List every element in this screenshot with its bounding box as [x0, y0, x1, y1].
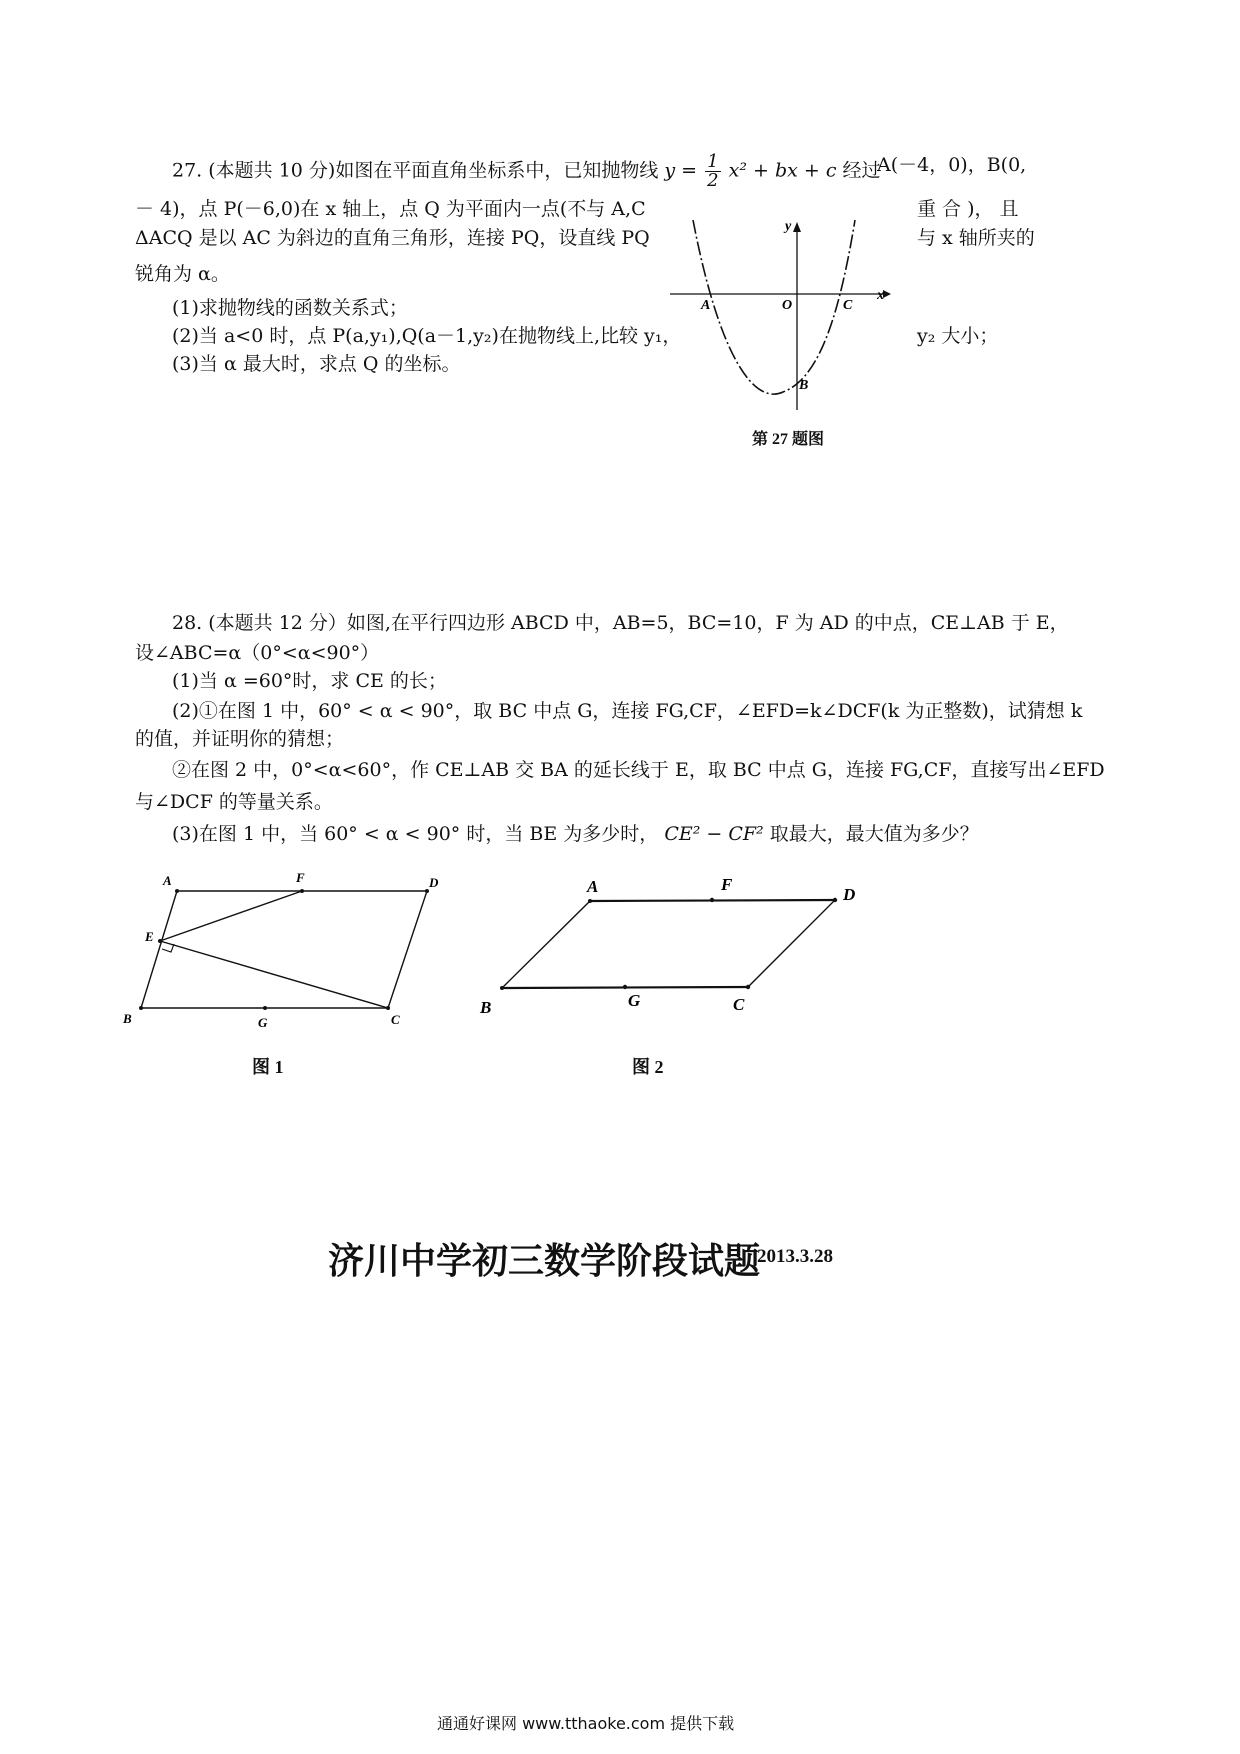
q27-formula-rest: x² + bx + c [728, 159, 837, 182]
q28-sub2a: (2)①在图 1 中，60° < α < 90°，取 BC 中点 G，连接 FG,CF，∠EFD=k∠DCF(k 为正整数)，试猜想 k [172, 700, 1083, 722]
fig2-point-a [588, 899, 592, 903]
graph-label-c: C [843, 298, 853, 313]
title-date: 2013.3.28 [757, 1246, 833, 1267]
fig1-parallelogram [141, 891, 427, 1008]
fig2-parallelogram [502, 900, 835, 988]
page-title: 济川中学初三数学阶段试题 [328, 1241, 761, 1282]
q28-sub1: (1)当 α =60°时，求 CE 的长； [172, 670, 447, 692]
q27-sub2-left: (2)当 a<0 时，点 P(a,y₁),Q(a－1,y₂)在抛物线上,比较 y₁， [172, 325, 682, 347]
fig1-point-f [300, 889, 304, 893]
q28-line2: 设∠ABC=α（0°<α<90°） [135, 642, 380, 664]
q28-figure-1 [115, 865, 455, 1035]
fig2-point-g [623, 985, 627, 989]
fig1-label-f: F [296, 870, 305, 885]
x-axis-arrow-icon [883, 290, 891, 298]
fig1-label-a: A [163, 873, 172, 888]
q27-line3-right: 与 x 轴所夹的 [917, 227, 1035, 249]
fig1-label-g: G [258, 1015, 268, 1030]
fig2-label-g: G [628, 991, 641, 1010]
q27-formula-denominator: 2 [707, 170, 719, 191]
q27-line2-right: 重 合 )， 且 [917, 198, 1019, 220]
q27-sub1: (1)求抛物线的函数关系式； [172, 297, 408, 319]
q27-line4: 锐角为 α。 [135, 263, 230, 285]
q28-sub2d: 与∠DCF 的等量关系。 [135, 791, 333, 813]
q28-sub3-right: 取最大，最大值为多少？ [769, 823, 979, 845]
y-axis-arrow-icon [793, 222, 801, 232]
fig1-label-c: C [391, 1012, 400, 1027]
q27-after-formula: 经过 [842, 159, 881, 182]
fig2-point-f [710, 898, 714, 902]
q28-sub3-left: (3)在图 1 中，当 60° < α < 90° 时，当 BE 为多少时， [172, 823, 659, 845]
q28-figure-2 [470, 870, 870, 1030]
fig2-point-d [833, 898, 837, 902]
fig1-label-b: B [123, 1011, 132, 1026]
fig2-caption: 图 2 [632, 1057, 664, 1077]
page-footer: 通通好课网 www.tthaoke.com 提供下载 [437, 1714, 735, 1733]
graph-label-x: x [877, 288, 884, 303]
fig2-label-b: B [480, 998, 492, 1017]
graph-label-a: A [701, 298, 711, 313]
q27-parabola-graph [665, 210, 905, 420]
parabola-curve [693, 220, 855, 394]
fig1-label-d: D [429, 875, 439, 890]
fig1-point-b [139, 1006, 143, 1010]
q28-line1: 28. (本题共 12 分）如图,在平行四边形 ABCD 中，AB=5，BC=10，F 为 AD 的中点，CE⊥AB 于 E， [172, 612, 1069, 634]
q27-formula-fraction [705, 153, 720, 190]
fig1-point-g [263, 1006, 267, 1010]
graph-label-b: B [799, 378, 809, 393]
fig1-caption: 图 1 [252, 1057, 284, 1077]
q27-sub3: (3)当 α 最大时，求点 Q 的坐标。 [172, 353, 461, 375]
q28-sub3 [172, 822, 979, 846]
fig1-point-e [158, 939, 162, 943]
q27-lead: 27. (本题共 10 分)如图在平面直角坐标系中，已知抛物线 [172, 159, 659, 182]
fig1-segment-ec [160, 941, 388, 1008]
fig2-point-c [746, 985, 750, 989]
q27-line3-left: ΔACQ 是以 AC 为斜边的直角三角形，连接 PQ，设直线 PQ [135, 227, 650, 249]
fig1-label-e: E [145, 929, 154, 944]
fig1-point-a [175, 889, 179, 893]
q27-figure-caption: 第 27 题图 [752, 431, 825, 448]
fig1-point-c [386, 1006, 390, 1010]
fig2-point-b [500, 986, 504, 990]
q27-sub2-right: y₂ 大小； [917, 325, 999, 347]
graph-label-o: O [782, 298, 793, 313]
q27-formula-numerator: 1 [707, 151, 719, 172]
fig2-label-a: A [587, 877, 599, 896]
graph-label-y: y [785, 219, 792, 234]
q28-sub2c: ②在图 2 中，0°<α<60°，作 CE⊥AB 交 BA 的延长线于 E，取 BC 中点 G，连接 FG,CF，直接写出∠EFD [172, 759, 1105, 781]
q27-line2-left: － 4)，点 P(－6,0)在 x 轴上，点 Q 为平面内一点(不与 A,C [135, 198, 646, 220]
fig2-label-d: D [843, 885, 856, 904]
q28-sub3-math: CE² − CF² [664, 823, 764, 845]
q27-points-ab: A(－4，0)，B(0, [877, 154, 1027, 176]
q28-sub2b: 的值，并证明你的猜想； [135, 728, 345, 750]
fig2-label-f: F [721, 875, 733, 894]
q27-first-line [172, 153, 881, 190]
q27-formula-y: y = [664, 159, 698, 182]
fig1-segment-ef [160, 891, 302, 941]
fig2-label-c: C [733, 995, 745, 1014]
